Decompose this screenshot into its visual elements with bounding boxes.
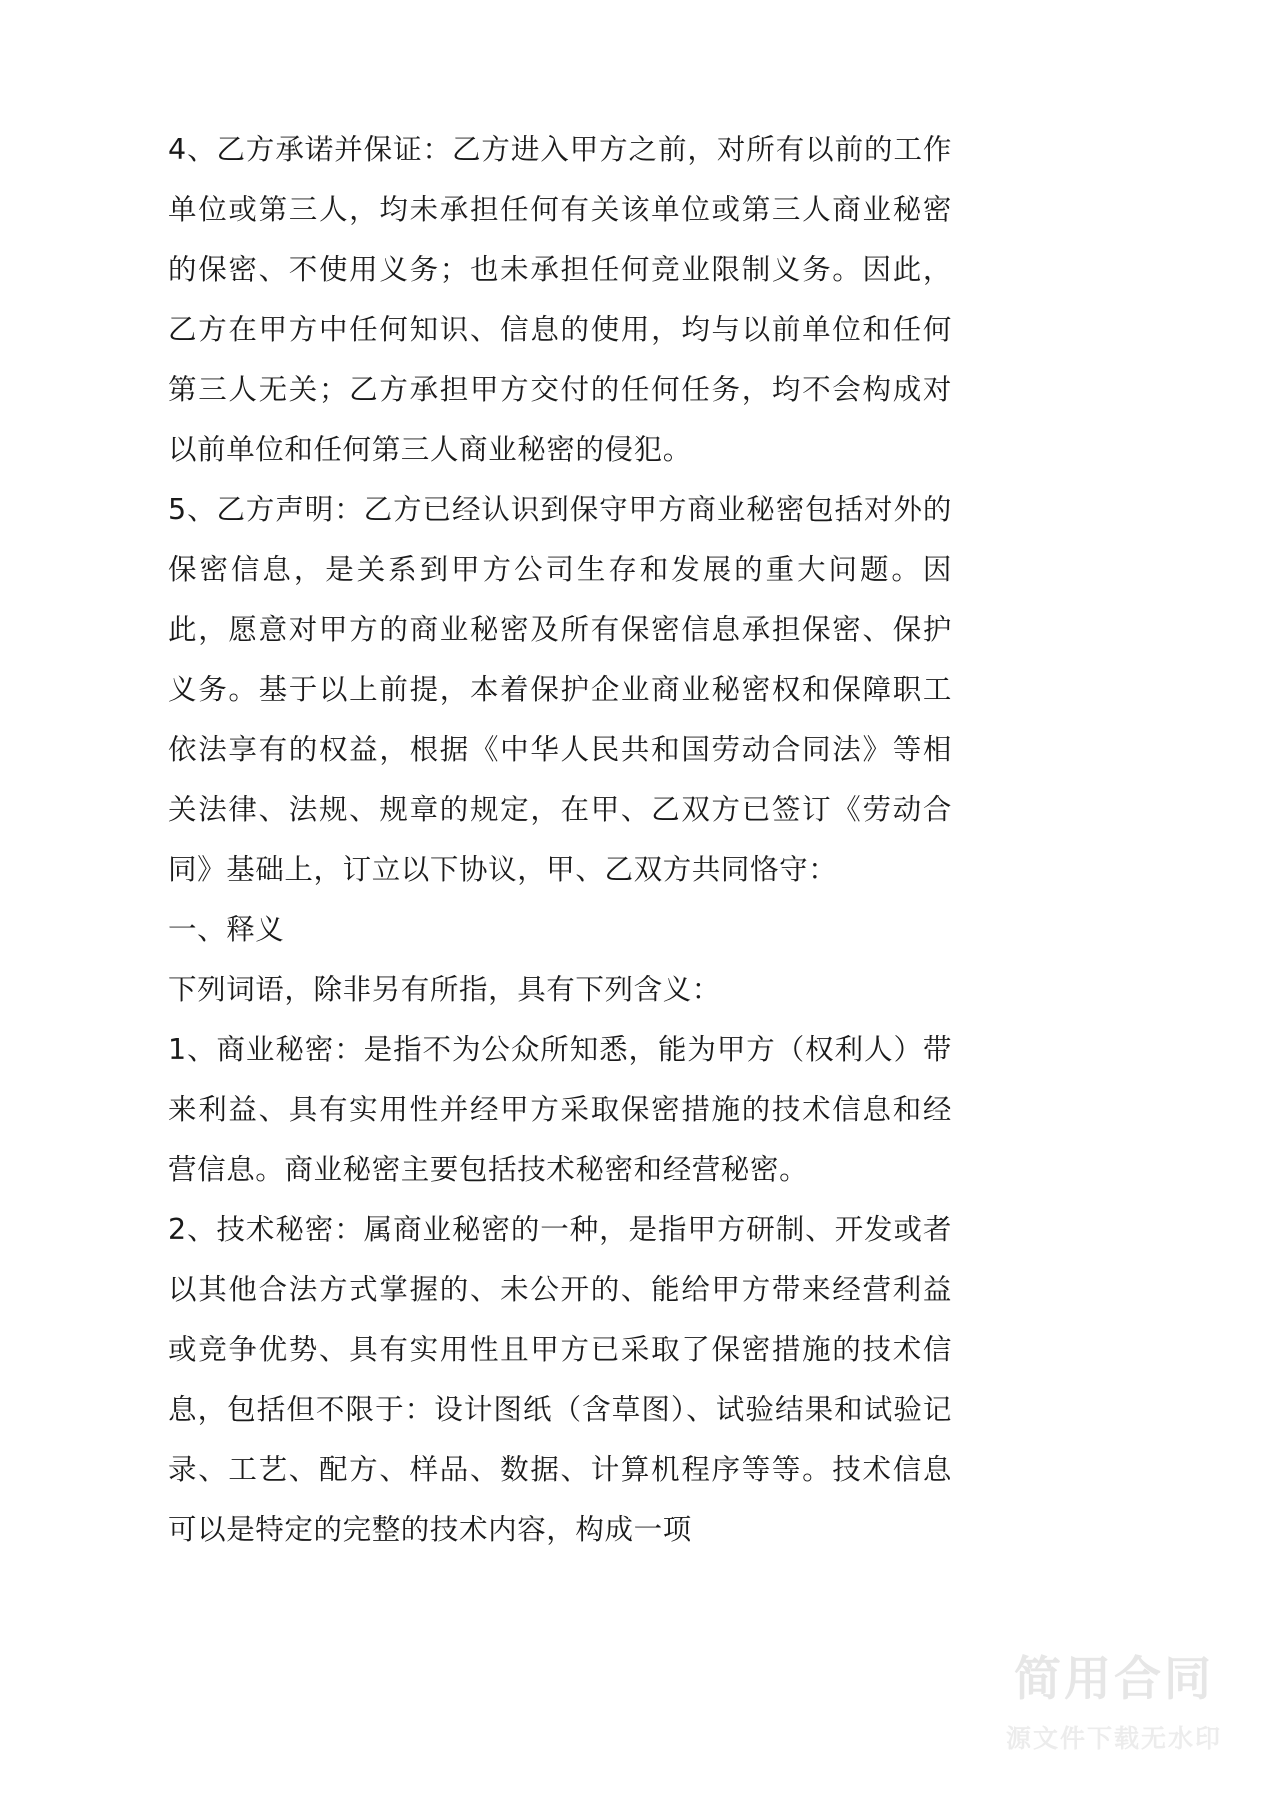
paragraph-clause-5: 5、乙方声明：乙方已经认识到保守甲方商业秘密包括对外的保密信息，是关系到甲方公司生存和发展的重大问题。因此，愿意对甲方的商业秘密及所有保密信息承担保密、保护义务。基于以上前提，本着保护企业商业秘密权和保障职工依法享有的权益，根据《中华人民共和国劳动合同法》等相关法律、法规、规章的规定，在甲、乙双方已签订《劳动合同》基础上，订立以下协议，甲、乙双方共同恪守： [168,493,952,886]
watermark [1006,1654,1222,1755]
document-body [168,120,952,1560]
paragraph-definition-2: 2、技术秘密：属商业秘密的一种，是指甲方研制、开发或者以其他合法方式掌握的、未公开的、能给甲方带来经营利益或竞争优势、具有实用性且甲方已采取了保密措施的技术信息，包括但不限于：设计图纸（含草图）、试验结果和试验记录、工艺、配方、样品、数据、计算机程序等等。技术信息可以是特定的完整的技术内容，构成一项 [168,1213,952,1546]
paragraph-clause-4: 4、乙方承诺并保证：乙方进入甲方之前，对所有以前的工作单位或第三人，均未承担任何有关该单位或第三人商业秘密的保密、不使用义务；也未承担任何竞业限制义务。因此，乙方在甲方中任何知识、信息的使用，均与以前单位和任何第三人无关；乙方承担甲方交付的任何任务，均不会构成对以前单位和任何第三人商业秘密的侵犯。 [168,133,952,466]
paragraph-definition-1: 1、商业秘密：是指不为公众所知悉，能为甲方（权利人）带来利益、具有实用性并经甲方采取保密措施的技术信息和经营信息。商业秘密主要包括技术秘密和经营秘密。 [168,1033,952,1186]
watermark-brand-text: 简用合同 [1013,1652,1214,1708]
section-heading-definitions: 一、释义 [168,913,285,946]
paragraph-definitions-intro: 下列词语，除非另有所指，具有下列含义： [168,973,721,1006]
watermark-subtitle-text: 源文件下载无水印 [1005,1724,1222,1753]
